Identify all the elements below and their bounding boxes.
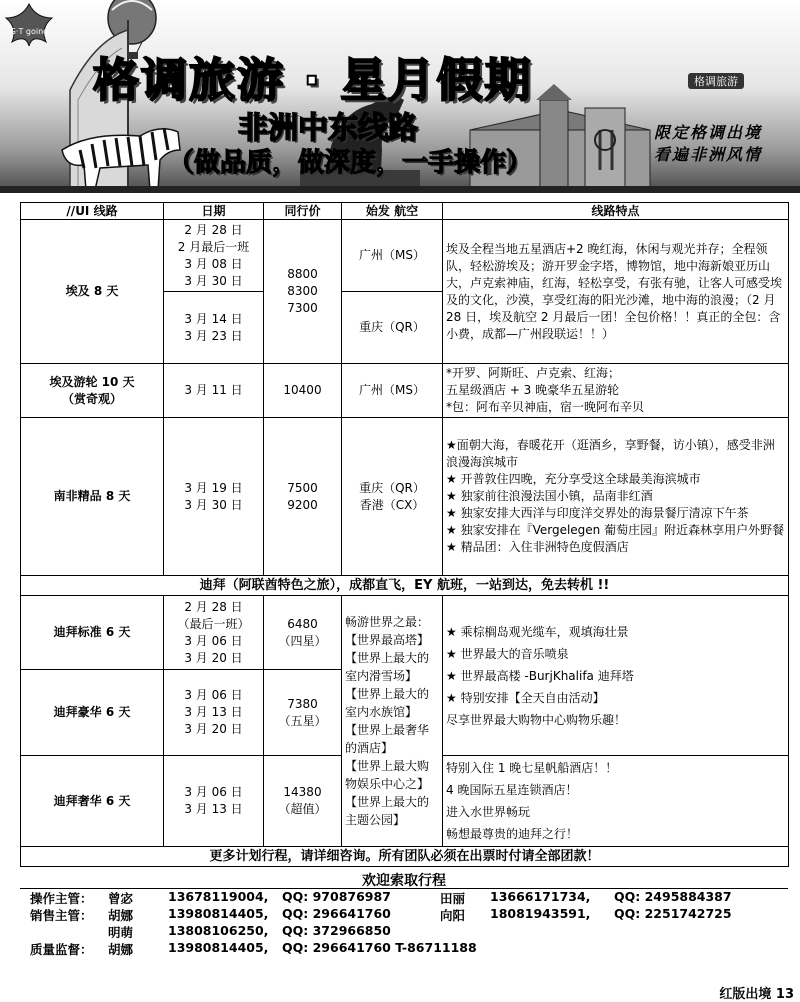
feature-line: ★面朝大海，春暖花开（逛酒乡，享野餐，访小镇），感受非洲浪漫海滨城市 (446, 438, 775, 469)
contact-row (20, 923, 788, 940)
col-date: 日期 (164, 203, 264, 220)
feature-line: *包：阿布辛贝神庙，宿一晚阿布辛贝 (446, 400, 645, 414)
date: 3 月 20 日 (184, 722, 243, 736)
route-name (21, 364, 164, 418)
route-name: 迪拜标准 6 天 (21, 596, 164, 670)
feature-line: 五星级酒店 + 3 晚豪华五星游轮 (446, 383, 620, 397)
page-footer: 红版出境 13 (719, 987, 794, 1002)
date: 2 月 28 日 (184, 599, 243, 614)
date: （最后一班） (177, 616, 250, 631)
origin-cell: 广州（MS） (342, 220, 443, 292)
date: 3 月 13 日 (184, 802, 243, 816)
feature-line: ★ 世界最高楼 -BurjKhalifa 迪拜塔 (446, 668, 634, 683)
feature-line: ★ 独家前往浪漫法国小镇，品南非红酒 (446, 489, 653, 503)
origin-cell (342, 418, 443, 576)
contact-row (20, 889, 788, 906)
slogan: （做品质，做深度，一手操作） (168, 148, 533, 178)
logo-mark: G·T going (9, 27, 49, 36)
logo-text: 格调旅游 (688, 73, 744, 89)
date: 3 月 08 日 (184, 256, 243, 271)
price: 10400 (264, 364, 342, 418)
contact-qq: QQ: 372966850 (282, 923, 391, 938)
contact-qq: QQ: 296641760 (282, 906, 391, 921)
feature-line: ★ 独家安排大西洋与印度洋交界处的海景餐厅清凉下午茶 (446, 506, 749, 520)
col-features: 线路特点 (443, 203, 789, 220)
contact-role: 质量监督： (30, 942, 93, 957)
contact-title: 欢迎索取行程 (20, 870, 788, 889)
price: 8800 (287, 267, 318, 281)
feature-line: 进入水世界畅玩 (446, 805, 531, 819)
world-item: 【世界上最大购物娱乐中心之】 (345, 759, 430, 791)
contact-role: 销售主管： (30, 908, 93, 923)
route-name: 埃及 8 天 (21, 220, 164, 364)
date: 3 月 19 日 (184, 480, 243, 495)
contact-phone: 13980814405, (168, 906, 269, 921)
dubai-banner-row (21, 576, 789, 596)
origin-cell: 广州（MS） (342, 364, 443, 418)
contact-phone: 18081943591, (490, 906, 591, 921)
route-table (20, 202, 789, 867)
price: 9200 (287, 497, 318, 512)
date: 3 月 14 日 (184, 311, 243, 326)
route-name: 迪拜豪华 6 天 (21, 670, 164, 756)
feature-line: 4 晚国际五星连锁酒店！ (446, 783, 578, 797)
contact-row (20, 940, 788, 957)
dates-cell (164, 670, 264, 756)
page-title: 格调旅游 · 星月假期 (93, 53, 533, 107)
feature-line: 畅想最尊贵的迪拜之行！ (446, 827, 579, 841)
tagline-1: 限定格调出境 (654, 123, 763, 142)
date: 3 月 30 日 (184, 273, 243, 288)
col-route: //UI 线路 (21, 203, 164, 220)
date: 3 月 13 日 (184, 705, 243, 719)
feature-line: ★ 特别安排【全天自由活动】 (446, 690, 605, 705)
hotel-level: （五星） (278, 713, 327, 728)
route-title: 埃及游轮 10 天 (49, 374, 135, 389)
price: 8300 (287, 284, 318, 298)
route-name: 南非精品 8 天 (21, 418, 164, 576)
feature-line: ★ 世界最大的音乐喷泉 (446, 646, 569, 661)
world-best-cell (342, 596, 443, 847)
contact-role: 操作主管： (30, 891, 93, 906)
contact-qq: QQ: 296641760 T-86711188 (282, 940, 477, 955)
world-item: 【世界上最奢华的酒店】 (345, 723, 430, 755)
dubai-banner: 迪拜（阿联酋特色之旅），成都直飞，EY 航班，一站到达，免去转机 !! (21, 576, 789, 596)
date: 2 月 28 日 (184, 222, 243, 237)
origin-cell: 重庆（QR） (342, 292, 443, 364)
price-cell (264, 756, 342, 847)
price: 7500 (287, 480, 318, 495)
contact-name: 向阳 (440, 908, 466, 923)
route-category-title: 非洲中东线路 (238, 111, 418, 146)
date: 3 月 06 日 (184, 633, 243, 648)
contact-phone: 13980814405, (168, 940, 269, 955)
tagline-2: 看遍非洲风情 (654, 145, 763, 164)
contact-name: 胡娜 (108, 942, 134, 957)
route-note: （赏奇观） (61, 391, 122, 406)
contact-phone: 13678119004, (168, 889, 269, 904)
price: 7380 (287, 696, 318, 711)
world-item: 【世界上最大的室内水族馆】 (345, 687, 430, 719)
bottom-note: 更多计划行程，请详细咨询。所有团队必须在出票时付请全部团款！ (21, 847, 789, 867)
col-origin: 始发 航空 (342, 203, 443, 220)
hotel-level: （超值） (278, 802, 327, 816)
date: 3 月 23 日 (184, 328, 243, 343)
price-cell (264, 220, 342, 364)
price-cell (264, 418, 342, 576)
price: 6480 (287, 616, 318, 631)
dates-cell (164, 220, 264, 292)
dates-cell (164, 596, 264, 670)
feature-line: 尽享世界最大购物中心购物乐趣！ (446, 712, 627, 727)
date: 3 月 11 日 (164, 364, 264, 418)
contact-section (20, 870, 788, 957)
table-row (21, 364, 789, 418)
world-item: 【世界上最大的主题公园】 (345, 795, 430, 827)
bottom-note-row (21, 847, 789, 867)
dates-cell (164, 418, 264, 576)
company-logo-icon (0, 0, 58, 62)
contact-phone: 13666171734, (490, 889, 591, 904)
price: 7300 (287, 301, 318, 315)
table-row (21, 596, 789, 670)
date: 3 月 06 日 (184, 785, 243, 799)
origin: 香港（CX） (359, 497, 425, 512)
price-cell (264, 596, 342, 670)
world-item: 【世界最高塔】 (345, 633, 430, 647)
contact-name: 明萌 (108, 925, 134, 940)
date: 2 月最后一班 (177, 239, 250, 254)
header-banner (0, 0, 800, 193)
contact-qq: QQ: 970876987 (282, 889, 391, 904)
price-cell (264, 670, 342, 756)
feature-line: ★ 开普敦住四晚，充分享受这全球最美海滨城市 (446, 472, 701, 486)
hotel-level: （四星） (278, 633, 327, 648)
world-intro: 畅游世界之最： (345, 615, 430, 629)
features-cell (443, 364, 789, 418)
world-item: 【世界上最大的室内滑雪场】 (345, 651, 430, 683)
route-name: 迪拜奢华 6 天 (21, 756, 164, 847)
feature-line: 特别入住 1 晚七星帆船酒店！！ (446, 761, 618, 775)
dates-cell (164, 756, 264, 847)
table-row (21, 220, 789, 292)
contact-row (20, 906, 788, 923)
feature-line: ★ 精品团：入住非洲特色度假酒店 (446, 540, 629, 554)
table-row (21, 418, 789, 576)
feature-line: ★ 独家安排在『Vergelegen 葡萄庄园』附近森林享用户外野餐 (446, 523, 785, 537)
contact-qq: QQ: 2251742725 (614, 906, 732, 921)
feature-line: *开罗、阿斯旺、卢克索、红海； (446, 366, 621, 380)
features-cell: 埃及全程当地五星酒店+2 晚红海，休闲与观光并存；全程领队，轻松游埃及；游开罗金字塔，博物馆，地中海新娘亚历山大，卢克索神庙，红海，轻松享受，有张有驰，让客人可感受埃及的文化，沙漠，享受红海的阳光沙滩，地中海的浪漫；（2 月 28 日，埃及航空 2 月最后一团！全包价格！！真正的全包：含小费，成都—广州段联运！！） (443, 220, 789, 364)
date: 3 月 06 日 (184, 688, 243, 702)
features-cell (443, 418, 789, 576)
price: 14380 (283, 785, 322, 799)
date: 3 月 30 日 (184, 497, 243, 512)
contact-phone: 13808106250, (168, 923, 269, 938)
contact-qq: QQ: 2495884387 (614, 889, 732, 904)
date: 3 月 20 日 (184, 650, 243, 665)
origin: 重庆（QR） (359, 480, 425, 495)
contact-name: 胡娜 (108, 908, 134, 923)
contact-name: 曾宓 (108, 891, 134, 906)
features-cell (443, 756, 789, 847)
contact-name: 田丽 (440, 891, 466, 906)
table-header-row (21, 203, 789, 220)
dates-cell (164, 292, 264, 364)
feature-line: ★ 乘棕榈岛观光缆车，观填海壮景 (446, 624, 629, 639)
features-cell (443, 596, 789, 756)
col-price: 同行价 (264, 203, 342, 220)
